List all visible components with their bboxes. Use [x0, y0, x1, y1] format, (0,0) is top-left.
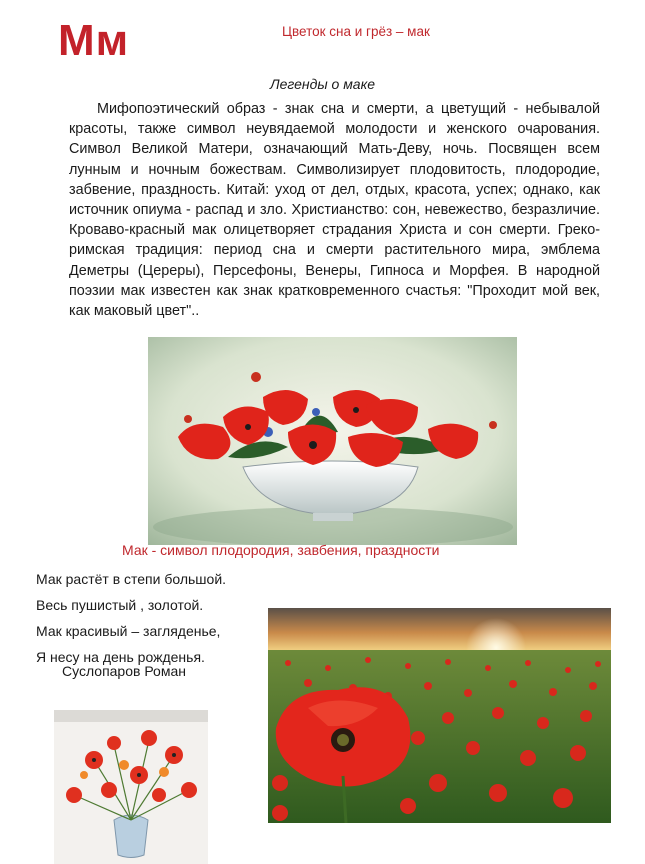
poem-line: Я несу на день рожденья.: [36, 649, 205, 665]
poem-author: Суслопаров Роман: [62, 663, 186, 679]
article-subtitle: Легенды о маке: [269, 76, 375, 92]
poppy-bouquet-illustration: [54, 710, 208, 864]
poem-line: Весь пушистый , золотой.: [36, 597, 204, 613]
poem: [36, 566, 226, 670]
poem-line: Мак красивый – загляденье,: [36, 623, 221, 639]
page-heading: Цветок сна и грёз – мак: [282, 24, 430, 39]
poppy-field-photo: [268, 608, 611, 823]
big-letter-title: Мм: [58, 16, 130, 65]
image-caption: Мак - символ плодородия, завбения, праздности: [122, 542, 440, 558]
poem-line: Мак растёт в степи большой.: [36, 571, 227, 587]
article-body: Мифопоэтический образ - знак сна и смерти, а цветущий - небывалой красоты, также символ неувядаемой молодости и женского очарования. Символ Великой Матери, означающий Мать-Деву, ночь. Посвящен всем лунным и ночным божествам. Символизирует плодовитость, плодородие, забвение, праздность. Китай: уход от дел, отдых, красота, успех; однако, как источник опиума - распад и зло. Христианство: сон, невежество, безразличие. Кроваво-красный мак олицетворяет страдания Христа и сон смерти. Греко-римская традиция: период сна и смерти растительного мира, эмблема Деметры (Цереры), Персефоны, Венеры, Гипноса и Морфея. В народной поэзии мак известен как знак кратковременного счастья: "Проходит мой век, как маковый цвет"..: [69, 101, 600, 320]
poppy-vase-painting: [148, 337, 517, 545]
